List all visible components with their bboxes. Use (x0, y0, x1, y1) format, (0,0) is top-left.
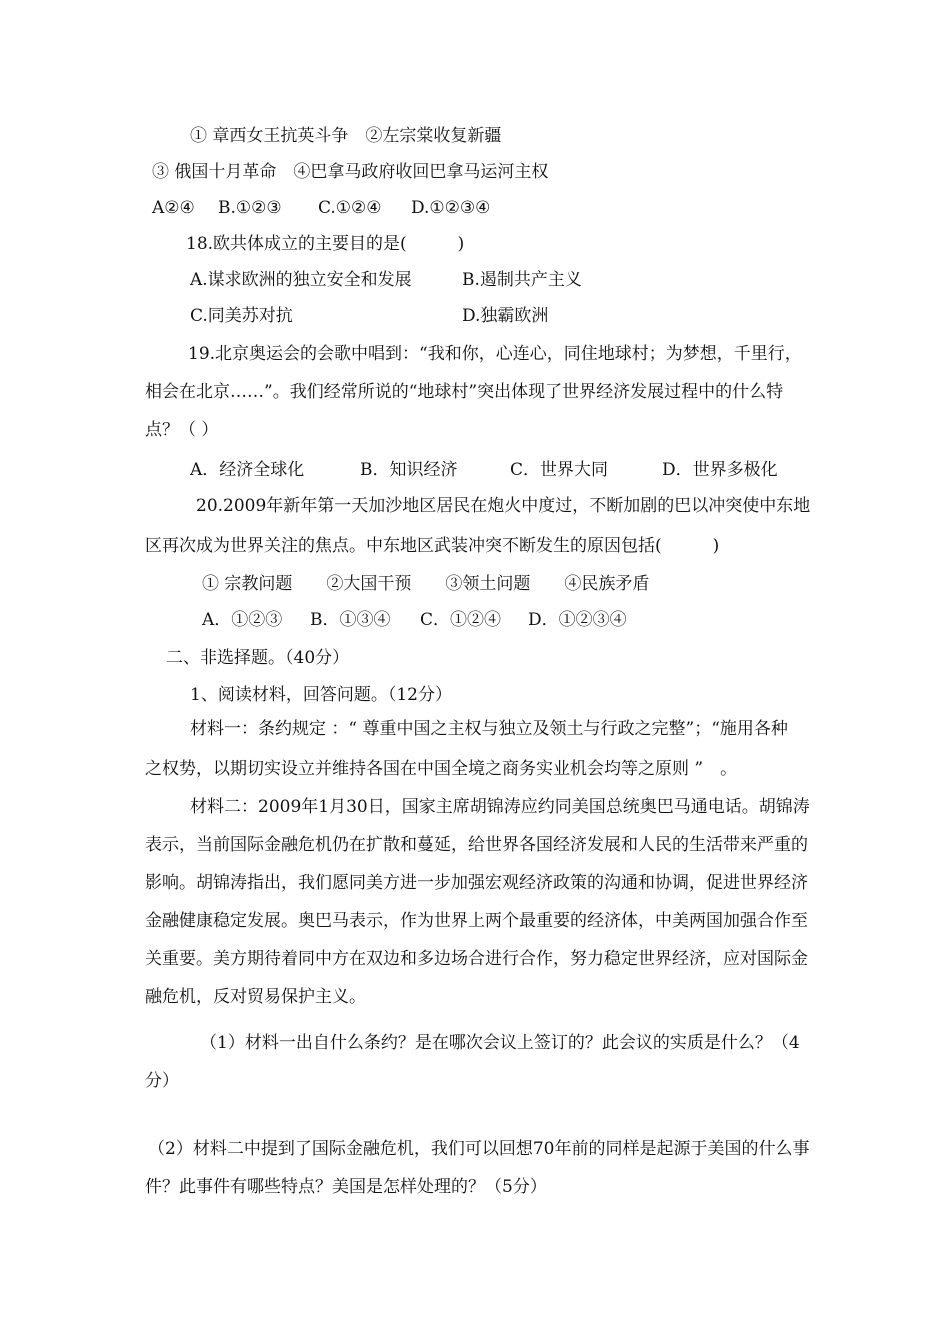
q18-option-a: A.谋求欧洲的独立安全和发展 (190, 270, 412, 290)
q18-option-d: D.独霸欧洲 (462, 306, 549, 326)
q20-option-b: B．①③④ (310, 610, 391, 630)
question1-heading: 1、阅读材料，回答问题。（12分） (190, 685, 452, 705)
material1-line1: 材料一：条约规定 ：“ 尊重中国之主权与独立及领土与行政之完整”；“施用各种 (190, 719, 788, 739)
section2-heading: 二、非选择题。（40分） (166, 648, 350, 668)
q18-option-b: B.遏制共产主义 (462, 270, 582, 290)
q19-line1: 19.北京奥运会的会歌中唱到：“我和你，心连心，同住地球村；为梦想，千里行， (188, 344, 802, 364)
q19-line2: 相会在北京……”。我们经常所说的“地球村”突出体现了世界经济发展过程中的什么特 (145, 382, 784, 402)
q20-line1: 20.2009年新年第一天加沙地区居民在炮火中度过，不断加剧的巴以冲突使中东地 (196, 496, 811, 516)
q19-option-b: B．知识经济 (360, 460, 458, 480)
q20-option-a: A．①②③ (202, 610, 283, 630)
q20-items: ① 宗教问题 ②大国干预 ③领土问题 ④民族矛盾 (202, 574, 650, 594)
material2-line4: 金融健康稳定发展。奥巴马表示，作为世界上两个最重要的经济体，中美两国加强合作至 (145, 911, 808, 931)
q18-stem: 18.欧共体成立的主要目的是( ) (186, 234, 465, 254)
material2-line5: 关重要。美方期待着同中方在双边和多边场合进行合作，努力稳定世界经济，应对国际金 (145, 949, 808, 969)
material1-line2: 之权势，以期切实设立并维持各国在中国全境之商务实业机会均等之原则 ” 。 (145, 759, 738, 779)
q17-option-c: C.①②④ (318, 198, 382, 218)
subquestion2-line1: （2）材料二中提到了国际金融危机，我们可以回想70年前的同样是起源于美国的什么事 (148, 1139, 810, 1159)
q19-option-a: A．经济全球化 (190, 460, 305, 480)
q19-option-c: C．世界大同 (510, 460, 609, 480)
q20-line2: 区再次成为世界关注的焦点。中东地区武装冲突不断发生的原因包括( ) (145, 536, 720, 556)
q17-option-b: B.①②③ (218, 198, 282, 218)
subquestion2-line2: 件？此事件有哪些特点？美国是怎样处理的？（5分） (145, 1177, 547, 1197)
q17-option-d: D.①②③④ (411, 198, 491, 218)
q20-option-d: D．①②③④ (528, 610, 627, 630)
subquestion1-line1: （1）材料一出自什么条约？是在哪次会议上签订的？此会议的实质是什么？（4 (200, 1033, 800, 1053)
q19-line3: 点？（ ） (145, 420, 219, 440)
q17-items-line2: ③ 俄国十月革命 ④巴拿马政府收回巴拿马运河主权 (152, 162, 549, 182)
q20-option-c: C．①②④ (420, 610, 502, 630)
material2-line1: 材料二：2009年1月30日，国家主席胡锦涛应约同美国总统奥巴马通电话。胡锦涛 (190, 797, 810, 817)
q17-option-a: A②④ (152, 198, 195, 218)
q19-option-d: D．世界多极化 (662, 460, 778, 480)
material2-line6: 融危机，反对贸易保护主义。 (145, 987, 366, 1007)
material2-line3: 影响。胡锦涛指出，我们愿同美方进一步加强宏观经济政策的沟通和协调，促进世界经济 (145, 873, 808, 893)
material2-line2: 表示，当前国际金融危机仍在扩散和蔓延，给世界各国经济发展和人民的生活带来严重的 (145, 835, 808, 855)
q18-option-c: C.同美苏对抗 (190, 306, 293, 326)
subquestion1-line2: 分） (145, 1071, 179, 1091)
q17-items-line1: ① 章西女王抗英斗争 ②左宗棠收复新疆 (190, 126, 502, 146)
